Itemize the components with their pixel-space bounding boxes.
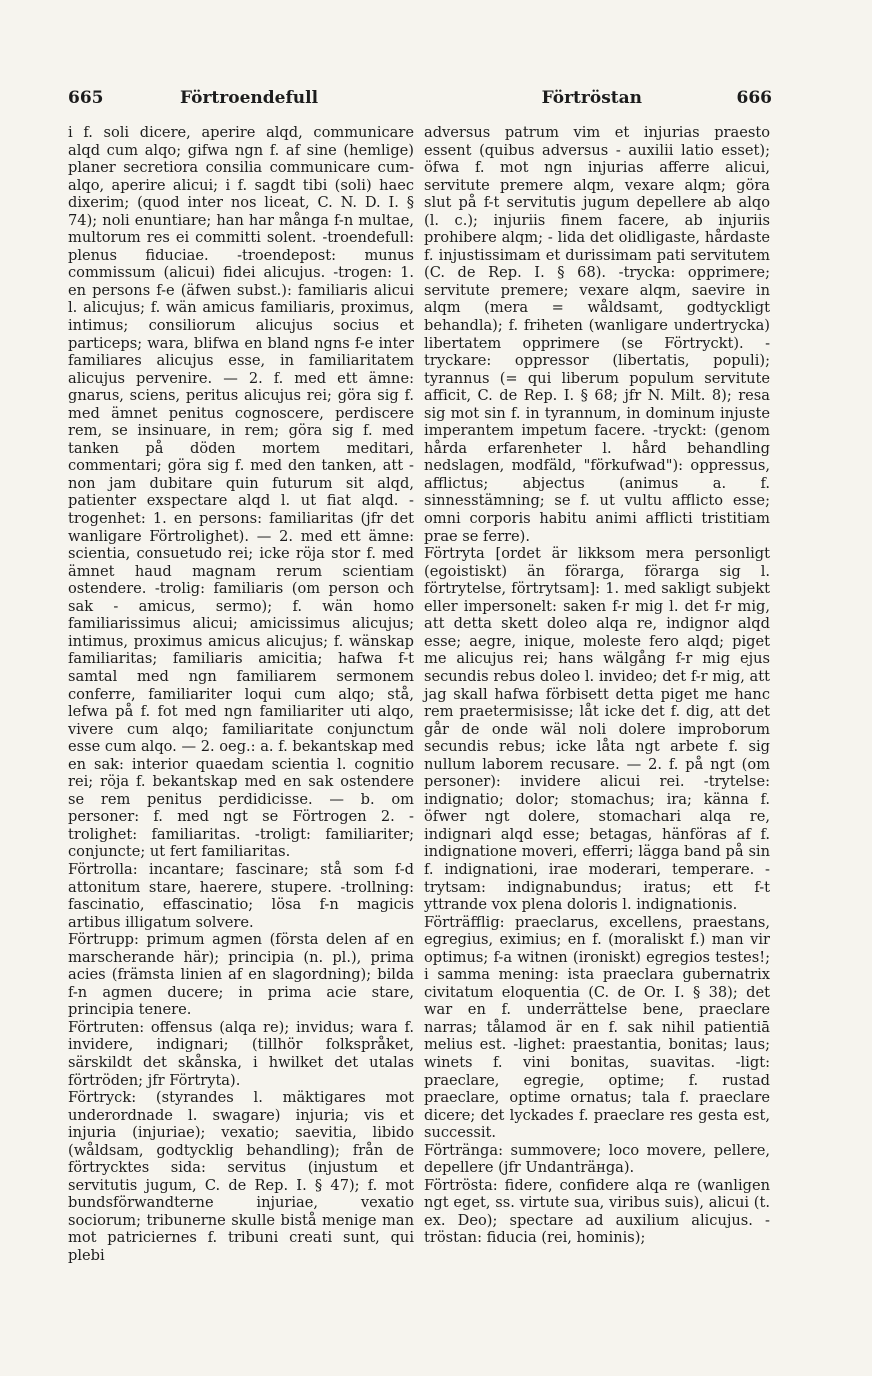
dictionary-entry: Förtränga: summovere; loco movere, pellere, depellere (jfr Undanträнga). xyxy=(424,1141,770,1177)
dictionary-entry: Förtryta [ordet är likksom mera personligt (egoistiskt) än förarga, förarga sig l. förtrytelse, förtrytsam]: 1. med sakligt subjekt eller impersonelt: saken f-r mig l. det f-r mig, att detta skett doleo alqa re, indignor alqd esse; aegre, inique, moleste fero alqd; piget me alicujus rei; hans wälgång f-r mig ejus secundis rebus doleo l. invideo; det f-r mig, att jag skall hafwa förbisett detta piget me hanc rem praetermisisse; låt icke det f. dig, att det går de onde wäl noli dolere improborum secundis rebus; icke låta ngt arbete f. sig nullum laborem recusare. — 2. f. på ngt (om personer): invidere alicui rei. -trytelse: indignatio; dolor; stomachus; ira; känna f. öfwer ngt dolere, stomachari alqa re, indignari alqd esse; betagas, hänföras af f. indignatione moveri, efferri; lägga band på sin f. indignationi, irae moderari, temperare. -trytsam: indignabundus; iratus; ett f-t yttrande vox plena doloris l. indignationis. xyxy=(424,545,770,914)
dictionary-entry: i f. soli dicere, aperire alqd, communicare alqd cum alqo; gifwa ngn f. af sine (hemlige) planer secretiora consilia communicare cum-alqo, aperire alicui; i f. sagdt tibi (soli) haec dixerim; (quod inter nos liceat, C. N. D. I. § 74); noli enuntiare; han har många f-n multae, multorum res ei committi solent. -troendefull: plenus fiduciae. -troendepost: munus commissum (alicui) fidei alicujus. -trogen: 1. en persons f-e (äfwen subst.): familiaris alicui l. alicujus; f. wän amicus familiaris, proximus, intimus; consiliorum alicujus socius et particeps; wara, blifwa en bland ngns f-e inter familiares alicujus esse, in familiaritatem alicujus pervenire. — 2. f. med ett ämne: gnarus, sciens, peritus alicujus rei; göra sig f. med ämnet penitus cognoscere, perdiscere rem, se insinuare, in rem; göra sig f. med tanken på döden mortem meditari, commentari; göra sig f. med den tanken, att - non jam dubitare quin futurum sit alqd, patienter exspectare alqd l. ut fiat alqd. -trogenhet: 1. en persons: familiaritas (jfr det wanligare Förtrolighet). — 2. med ett ämne: scientia, consuetudo rei; icke röja stor f. med ämnet haud magnam rerum scientiam ostendere. -trolig: familiaris (om person och sak - amicus, sermo); f. wän homo familiarissimus alicui; amicissimus alicujus; intimus, proximus amicus alicujus; f. wänskap familiaritas; familiaris amicitia; hafwa f-t samtal med ngn familiarem sermonem conferre, familiariter loqui cum alqo; stå, lefwa på f. fot med ngn familiariter uti alqo, vivere cum alqo; familiaritate conjunctum esse cum alqo. — 2. oeg.: a. f. bekantskap med en sak: interior quaedam scientia l. cognitio rei; röja f. bekantskap med en sak ostendere se rem penitus perdidicisse. — b. om personer: f. med ngt se Förtrogen 2. -trolighet: familiaritas. -troligt: familiariter; conjuncte; ut fert familiaritas. xyxy=(68,124,414,861)
dictionary-entry: Förtrolla: incantare; fascinare; stå som f-d attonitum stare, haerere, stupere. -trollning: fascinatio, effascinatio; lösa f-n magicis artibus illigatum solvere. xyxy=(68,860,414,931)
dictionary-entry: adversus patrum vim et injurias praesto essent (quibus adversus - auxilii latio esset); öfwa f. mot ngn injurias afferre alicui, servitute premere alqm, vexare alqm; göra slut på f-t servitutis jugum depellere ab alqo (l. c.); injuriis finem facere, ab injuriis prohibere alqm; - lida det olidligaste, hårdaste f. injustissimam et durissimam pati servitutem (C. de Rep. I. § 68). -trycka: opprimere; servitute premere; vexare alqm, saevire in alqm (mera = wåldsamt, godtyckligt behandla); f. friheten (wanligare undertrycka) libertatem opprimere (se Förtryckt). -tryckare: oppressor (libertatis, populi); tyrannus (= qui liberum populum servitute afficit, C. de Rep. I. § 68; jfr N. Milt. 8); resa sig mot sin f. in tyrannum, in dominum injuste imperantem impetum facere. -tryckt: (genom hårda erfarenheter l. hård behandling nedslagen, modfäld, "förkufwad"): oppressus, afflictus; abjectus (animus a. f. sinnesstämning; se f. ut vultu afflicto esse; omni corporis habitu animi afflicti tristitiam prae se ferre). xyxy=(424,124,770,545)
dictionary-entry: Förtrupp: primum agmen (första delen af en marscherande här); principia (n. pl.), prima acies (främsta linien af en slagordning); bilda f-n agmen ducere; in prima acie stare, principia tenere. xyxy=(68,931,414,1019)
left-page-number: 665 xyxy=(68,88,104,108)
dictionary-entry: Förtrösta: fidere, confidere alqa re (wanligen ngt eget, ss. virtute sua, viribus suis), alicui (t. ex. Deo); spectare ad auxilium alicujus. -tröstan: fiducia (rei, hominis); xyxy=(424,1176,770,1247)
left-column xyxy=(68,124,414,1265)
page-header xyxy=(68,88,772,110)
right-column xyxy=(424,124,770,1247)
dictionary-entry: Förtruten: offensus (alqa re); invidus; wara f. invidere, indignari; (tillhör folkspråket, särskildt det skånska, i hwilket det utalas förtröden; jfr Förtryta). xyxy=(68,1018,414,1089)
dictionary-entry: Förträfflig: praeclarus, excellens, praestans, egregius, eximius; en f. (moraliskt f.) man vir optimus; f-a witnen (ironiskt) egregios testes!; i samma mening: ista praeclara gubernatrix civitatum eloquentia (C. de Or. I. § 38); det war en f. underrättelse bene, praeclare narras; tålamod är en f. sak nihil patientiā melius est. -lighet: praestantia, bonitas; laus; winets f. vini bonitas, suavitas. -ligt: praeclare, egregie, optime; f. rustad praeclare, optime ornatus; tala f. praeclare dicere; det lyckades f. praeclare res gesta est, successit. xyxy=(424,913,770,1142)
right-page-number: 666 xyxy=(736,88,772,108)
dictionary-entry: Förtryck: (styrandes l. mäktigares mot underordnade l. swagare) injuria; vis et injuria (injuriae); vexatio; saevitia, libido (wåldsam, godtycklig behandling); från de förtrycktes sida: servitus (injustum et servitutis jugum, C. de Rep. I. § 47); f. mot bundsförwandterne injuriae, vexatio sociorum; tribunerne skulle bistå menige man mot patriciernes f. tribuni creati sunt, qui plebi xyxy=(68,1089,414,1264)
left-running-head: Förtroendefull xyxy=(180,88,319,108)
right-running-head: Förtröstan xyxy=(541,88,642,108)
